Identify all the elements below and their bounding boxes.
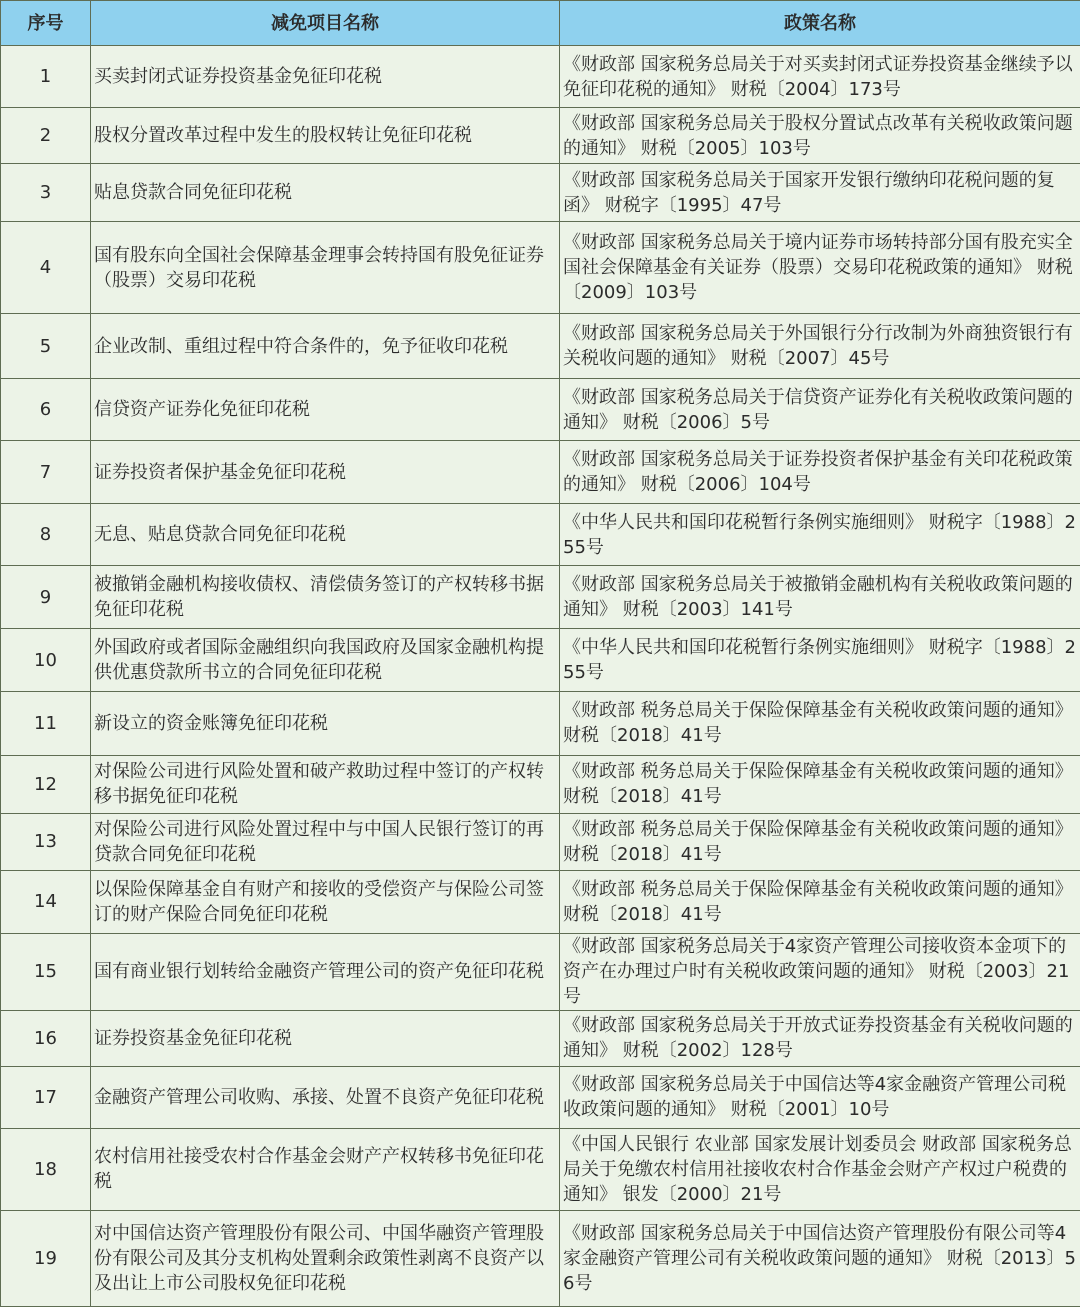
row-item-name: 外国政府或者国际金融组织向我国政府及国家金融机构提供优惠贷款所书立的合同免征印花税 (91, 629, 560, 692)
row-item-name: 农村信用社接受农村合作基金会财产产权转移书免征印花税 (91, 1128, 560, 1210)
table-row (1, 1210, 1080, 1306)
table-row (1, 933, 1080, 1010)
table-row (1, 629, 1080, 692)
row-policy-name: 《财政部 国家税务总局关于中国信达等4家金融资产管理公司税收政策问题的通知》 财税〔2001〕10号 (560, 1066, 1080, 1128)
table-row (1, 379, 1080, 441)
header-policy-name: 政策名称 (560, 1, 1080, 46)
row-number: 14 (1, 870, 91, 933)
row-number: 13 (1, 813, 91, 870)
table-row (1, 314, 1080, 379)
table-row (1, 222, 1080, 314)
table-row (1, 164, 1080, 222)
table-row (1, 1010, 1080, 1066)
row-policy-name: 《财政部 国家税务总局关于信贷资产证券化有关税收政策问题的通知》 财税〔2006〕5号 (560, 379, 1080, 441)
row-item-name: 买卖封闭式证券投资基金免征印花税 (91, 46, 560, 108)
row-item-name: 贴息贷款合同免征印花税 (91, 164, 560, 222)
row-item-name: 信贷资产证券化免征印花税 (91, 379, 560, 441)
row-item-name: 被撤销金融机构接收债权、清偿债务签订的产权转移书据免征印花税 (91, 566, 560, 629)
table-row (1, 870, 1080, 933)
header-row (1, 1, 1080, 46)
row-number: 1 (1, 46, 91, 108)
row-policy-name: 《财政部 国家税务总局关于境内证券市场转持部分国有股充实全国社会保障基金有关证券（股票）交易印花税政策的通知》 财税〔2009〕103号 (560, 222, 1080, 314)
table-row (1, 108, 1080, 164)
row-number: 9 (1, 566, 91, 629)
table-body (1, 46, 1080, 1307)
row-policy-name: 《财政部 国家税务总局关于被撤销金融机构有关税收政策问题的通知》 财税〔2003〕141号 (560, 566, 1080, 629)
table-header (1, 1, 1080, 46)
row-item-name: 证券投资基金免征印花税 (91, 1010, 560, 1066)
row-policy-name: 《财政部 国家税务总局关于对买卖封闭式证券投资基金继续予以免征印花税的通知》 财税〔2004〕173号 (560, 46, 1080, 108)
row-policy-name: 《财政部 国家税务总局关于证券投资者保护基金有关印花税政策的通知》 财税〔2006〕104号 (560, 441, 1080, 504)
row-item-name: 国有商业银行划转给金融资产管理公司的资产免征印花税 (91, 933, 560, 1010)
row-item-name: 对保险公司进行风险处置和破产救助过程中签订的产权转移书据免征印花税 (91, 755, 560, 813)
row-number: 3 (1, 164, 91, 222)
row-policy-name: 《财政部 国家税务总局关于4家资产管理公司接收资本金项下的资产在办理过户时有关税收政策问题的通知》 财税〔2003〕21号 (560, 933, 1080, 1010)
row-policy-name: 《财政部 国家税务总局关于国家开发银行缴纳印花税问题的复函》 财税字〔1995〕47号 (560, 164, 1080, 222)
row-policy-name: 《财政部 税务总局关于保险保障基金有关税收政策问题的通知》 财税〔2018〕41号 (560, 692, 1080, 755)
row-number: 18 (1, 1128, 91, 1210)
table-row (1, 566, 1080, 629)
row-policy-name: 《财政部 国家税务总局关于中国信达资产管理股份有限公司等4家金融资产管理公司有关税收政策问题的通知》 财税〔2013〕56号 (560, 1210, 1080, 1306)
row-policy-name: 《中华人民共和国印花税暂行条例实施细则》 财税字〔1988〕255号 (560, 504, 1080, 566)
row-number: 11 (1, 692, 91, 755)
table-row (1, 441, 1080, 504)
row-policy-name: 《财政部 国家税务总局关于股权分置试点改革有关税收政策问题的通知》 财税〔2005〕103号 (560, 108, 1080, 164)
row-number: 5 (1, 314, 91, 379)
row-number: 15 (1, 933, 91, 1010)
row-number: 7 (1, 441, 91, 504)
table-row (1, 1066, 1080, 1128)
row-number: 4 (1, 222, 91, 314)
row-policy-name: 《中国人民银行 农业部 国家发展计划委员会 财政部 国家税务总局关于免缴农村信用社接收农村合作基金会财产产权过户税费的通知》 银发〔2000〕21号 (560, 1128, 1080, 1210)
row-number: 10 (1, 629, 91, 692)
row-number: 19 (1, 1210, 91, 1306)
table-row (1, 755, 1080, 813)
row-item-name: 对保险公司进行风险处置过程中与中国人民银行签订的再贷款合同免征印花税 (91, 813, 560, 870)
row-policy-name: 《中华人民共和国印花税暂行条例实施细则》 财税字〔1988〕255号 (560, 629, 1080, 692)
header-number: 序号 (1, 1, 91, 46)
row-item-name: 无息、贴息贷款合同免征印花税 (91, 504, 560, 566)
row-number: 12 (1, 755, 91, 813)
row-number: 17 (1, 1066, 91, 1128)
row-policy-name: 《财政部 国家税务总局关于外国银行分行改制为外商独资银行有关税收问题的通知》 财税〔2007〕45号 (560, 314, 1080, 379)
table-row (1, 1128, 1080, 1210)
row-item-name: 证券投资者保护基金免征印花税 (91, 441, 560, 504)
row-number: 2 (1, 108, 91, 164)
row-policy-name: 《财政部 税务总局关于保险保障基金有关税收政策问题的通知》 财税〔2018〕41号 (560, 813, 1080, 870)
row-item-name: 金融资产管理公司收购、承接、处置不良资产免征印花税 (91, 1066, 560, 1128)
row-policy-name: 《财政部 税务总局关于保险保障基金有关税收政策问题的通知》 财税〔2018〕41号 (560, 870, 1080, 933)
table-row (1, 46, 1080, 108)
row-item-name: 新设立的资金账簿免征印花税 (91, 692, 560, 755)
row-number: 8 (1, 504, 91, 566)
row-policy-name: 《财政部 税务总局关于保险保障基金有关税收政策问题的通知》 财税〔2018〕41号 (560, 755, 1080, 813)
table-row (1, 813, 1080, 870)
row-number: 6 (1, 379, 91, 441)
row-item-name: 以保险保障基金自有财产和接收的受偿资产与保险公司签订的财产保险合同免征印花税 (91, 870, 560, 933)
table-row (1, 504, 1080, 566)
row-number: 16 (1, 1010, 91, 1066)
row-item-name: 国有股东向全国社会保障基金理事会转持国有股免征证券（股票）交易印花税 (91, 222, 560, 314)
table-row (1, 692, 1080, 755)
row-item-name: 股权分置改革过程中发生的股权转让免征印花税 (91, 108, 560, 164)
row-item-name: 对中国信达资产管理股份有限公司、中国华融资产管理股份有限公司及其分支机构处置剩余政策性剥离不良资产以及出让上市公司股权免征印花税 (91, 1210, 560, 1306)
row-policy-name: 《财政部 国家税务总局关于开放式证券投资基金有关税收问题的通知》 财税〔2002〕128号 (560, 1010, 1080, 1066)
row-item-name: 企业改制、重组过程中符合条件的，免予征收印花税 (91, 314, 560, 379)
header-item-name: 减免项目名称 (91, 1, 560, 46)
